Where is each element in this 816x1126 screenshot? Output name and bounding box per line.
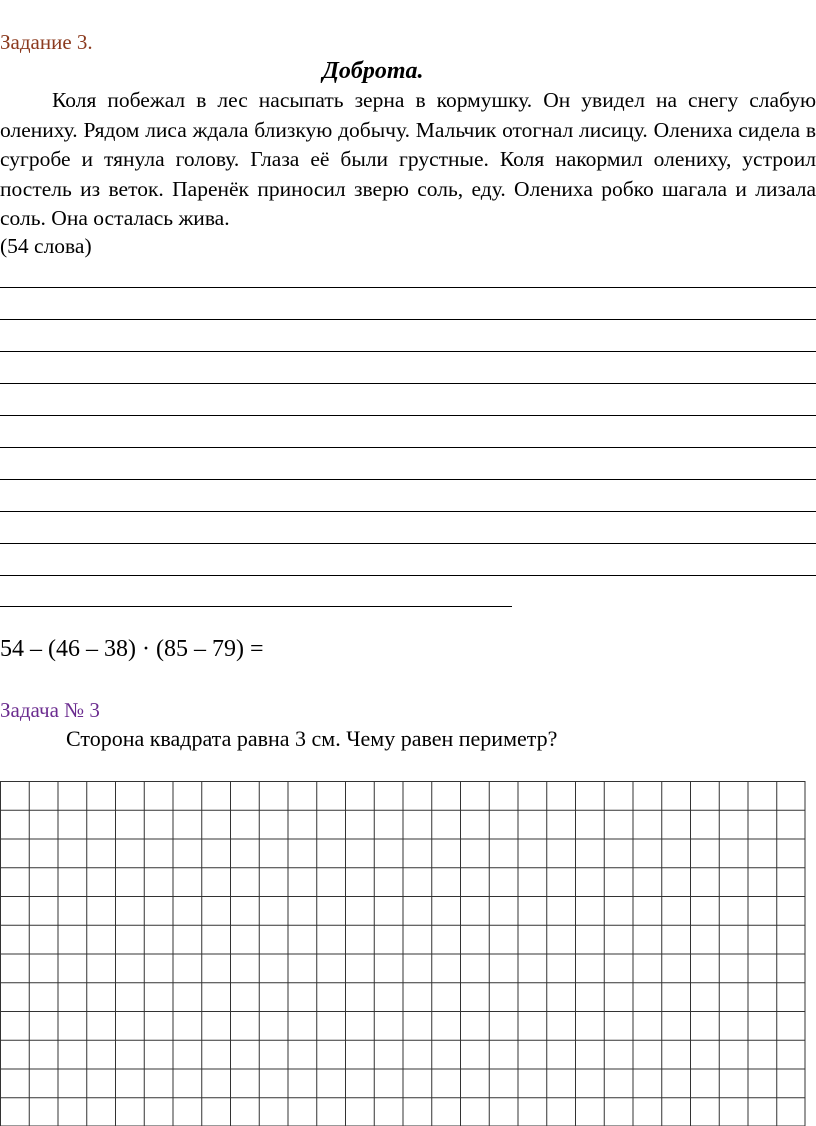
- writing-line[interactable]: [0, 575, 816, 576]
- writing-line[interactable]: [0, 511, 816, 512]
- writing-line[interactable]: [0, 447, 816, 448]
- story-text: Коля побежал в лес насыпать зерна в кормушку. Он увидел на снегу слабую олениху. Рядом лиса ждала близкую добычу. Мальчик отогнал лисицу. Олениха сидела в сугробе и тянула голову. Глаза её были грустные. Коля накормил олениху, устроил постель из веток. Паренёк приносил зверю соль, еду. Олениха робко шагала и лизала соль. Она осталась жива.: [0, 88, 816, 230]
- problem-text: Сторона квадрата равна 3 см. Чему равен периметр?: [66, 726, 558, 751]
- writing-line[interactable]: [0, 606, 512, 607]
- writing-line[interactable]: [0, 383, 816, 384]
- writing-line[interactable]: [0, 415, 816, 416]
- math-expression: 54 – (46 – 38) · (85 – 79) =: [0, 636, 264, 662]
- writing-line[interactable]: [0, 543, 816, 544]
- writing-line[interactable]: [0, 319, 816, 320]
- squared-grid[interactable]: [0, 781, 808, 1126]
- writing-line[interactable]: [0, 287, 816, 288]
- word-count: (54 слова): [0, 234, 92, 258]
- writing-line[interactable]: [0, 351, 816, 352]
- story-title: Доброта.: [322, 58, 424, 84]
- task-title: Задание 3.: [0, 30, 93, 54]
- writing-line[interactable]: [0, 479, 816, 480]
- problem-number: Задача № 3: [0, 698, 100, 722]
